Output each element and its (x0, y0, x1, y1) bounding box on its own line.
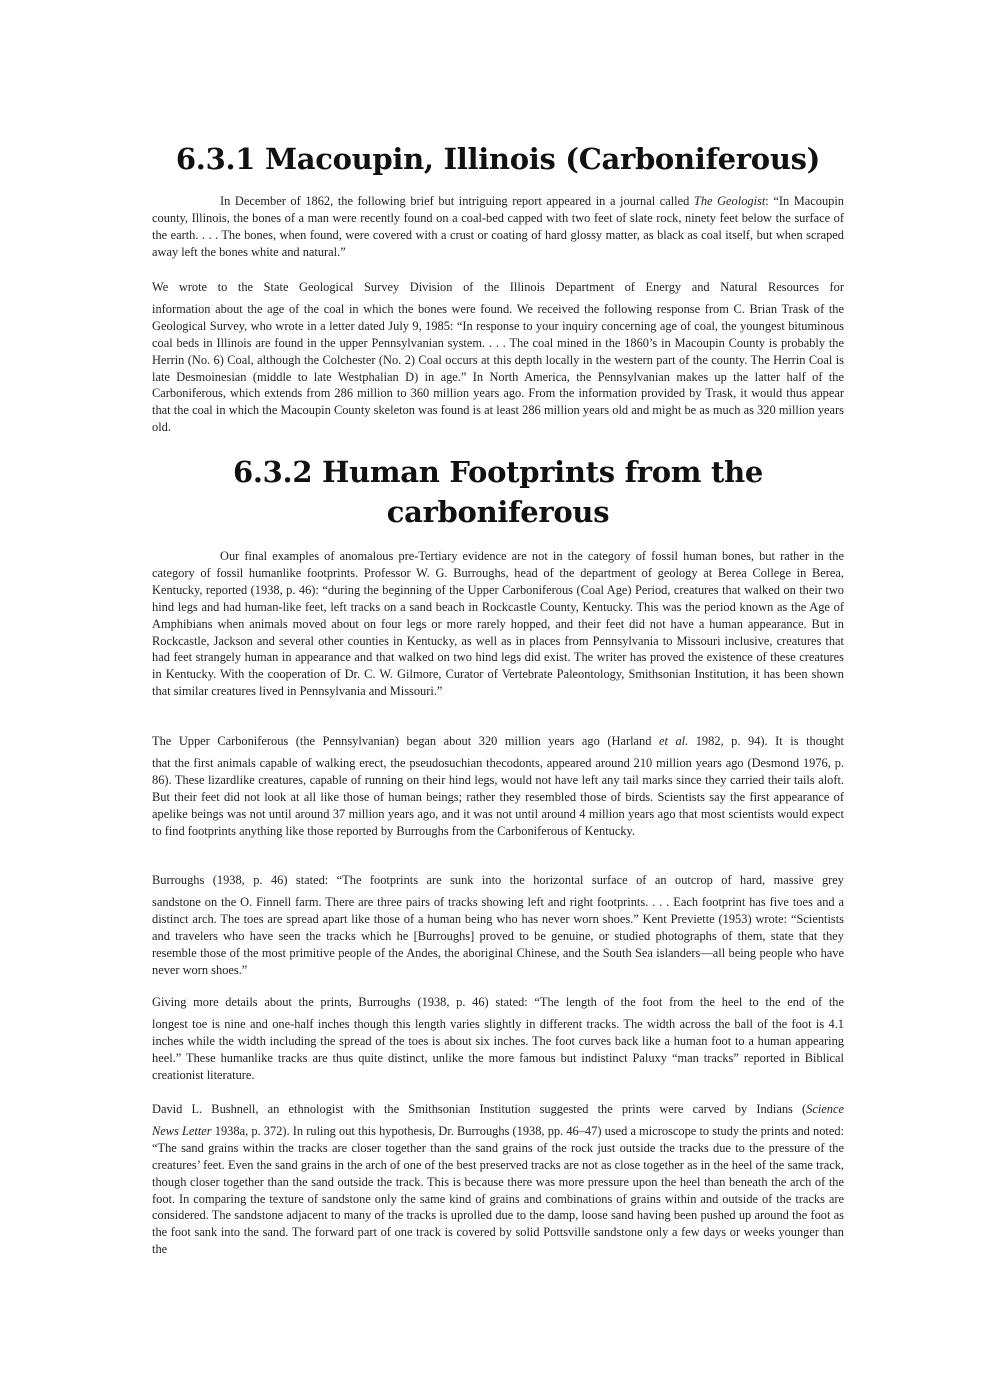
paragraph-text: sandstone on the O. Finnell farm. There are three pairs of tracks showing left and right footprints. . . . Each footprint has five toes and a distinct arch. The toes are spread apart like those of a human being who has never worn shoes.” Kent Previette (1953) wrote: “Scientists and travelers who have seen the tracks which he [Burroughs] proved to be genuine, or studied photographs of them, state that they resemble those of the most primitive people of the Andes, the aboriginal Chinese, and the South Sea islanders—all being people who have never worn shoes.” (152, 894, 844, 977)
paragraph (152, 733, 844, 839)
paragraph-text: information about the age of the coal in which the bones were found. We received the following response from C. Brian Trask of the Geological Survey, who wrote in a letter dated July 9, 1985: “In response to your inquiry concerning age of coal, the youngest bituminous coal beds in Illinois are found in the upper Pennsylvanian system. . . . The coal mined in the 1860’s in Macoupin County is probably the Herrin (No. 6) Coal, although the Colchester (No. 2) Coal occurs at this depth locally in the western part of the county. The Herrin Coal is late Desmoinesian (middle to late Westphalian D) in age.” In North America, the Pennsylvanian makes up the latter half of the Carboniferous, which extends from 286 million to 360 million years ago. From the information provided by Trask, it would thus appear that the coal in which the Macoupin County skeleton was found is at least 286 million years old and might be as much as 320 million years old. (152, 301, 844, 435)
paragraph-text: David L. Bushnell, an ethnologist with the Smithsonian Institution suggested the prints were carved by Indians ( (152, 1102, 807, 1116)
section-title-6-3-2 (152, 452, 844, 532)
paragraph (152, 279, 844, 436)
journal-title: News Letter (152, 1123, 212, 1138)
paragraph (152, 872, 844, 978)
section-title-line: carboniferous (386, 495, 610, 529)
paragraph-first-line: We wrote to the State Geological Survey Division of the Illinois Department of Energy and Natural Resources for (152, 280, 844, 294)
paragraph-text: The Upper Carboniferous (the Pennsylvanian) began about 320 million years ago (Harland (152, 734, 659, 748)
paragraph-first-line (152, 1101, 844, 1118)
paragraph-text: longest toe is nine and one-half inches though this length varies slightly in different tracks. The width across the ball of the foot is 4.1 inches while the width including the spread of the toes is about six inches. The foot curves back like a human foot to a human appearing heel.” These humanlike tracks are thus quite distinct, unlike the more famous but indistinct Paluxy “man tracks” reported in Biblical creationist literature. (152, 1016, 844, 1082)
paragraph: Our final examples of anomalous pre-Tertiary evidence are not in the category of fossil human bones, but rather in the category of fossil humanlike footprints. Professor W. G. Burroughs, head of the department of geology at Berea College in Berea, Kentucky, reported (1938, p. 46): “during the beginning of the Upper Carboniferous (Coal Age) Period, creatures that walked on their two hind legs and had human-like feet, left tracks on a sand beach in Rockcastle County, Kentucky. This was the period known as the Age of Amphibians when animals moved about on four legs or more rarely hopped, and their feet did not have a human appearance. But in Rockcastle, Jackson and several other counties in Kentucky, as well as in places from Pennsylvania to Missouri inclusive, creatures that had feet strangely human in appearance and that walked on two hind legs did exist. The writer has proved the existence of these creatures in Kentucky. With the cooperation of Dr. C. W. Gilmore, Curator of Vertebrate Paleontology, Smithsonian Institution, it has been shown that similar creatures lived in Pennsylvania and Missouri.” (152, 549, 844, 699)
paragraph-text: 1982, p. 94). It is thought (688, 734, 844, 748)
paragraph-text: that the first animals capable of walking erect, the pseudosuchian thecodonts, appeared around 210 million years ago (Desmond 1976, p. 86). These lizardlike creatures, capable of running on their hind legs, would not have left any tail marks since they carried their tails aloft. But their feet did not look at all like those of human beings; rather they resembled those of birds. Scientists say the first appearance of apelike beings was not until around 37 million years ago, and it was not until around 4 million years ago that most scientists would expect to find footprints anything like those reported by Burroughs from the Carboniferous of Kentucky. (152, 755, 844, 838)
section-title-line: 6.3.2 Human Footprints from the (232, 455, 764, 489)
paragraph (152, 1101, 844, 1258)
section-title-6-3-1: 6.3.1 Macoupin, Illinois (Carboniferous) (175, 142, 821, 176)
paragraph-text: 1938a, p. 372). In ruling out this hypothesis, Dr. Burroughs (1938, pp. 46–47) used a microscope to study the prints and noted: “The sand grains within the tracks are closer together than the sand grains of the rock just outside the tracks due to the pressure of the creatures’ feet. Even the sand grains in the arch of one of the best preserved tracks are not as close together as in the heel of the same track, though closer together than the sand outside the track. This is because there was more pressure upon the heel than beneath the arch of the foot. In comparing the texture of sandstone only the same kind of grains and combinations of grains within and outside of the tracks are considered. The sandstone adjacent to many of the tracks is uprolled due to the damp, loose sand having been pushed up around the foot as the foot sank into the sand. The forward part of one track is covered by solid Pottsville sandstone only a few days or weeks younger than the (152, 1123, 844, 1257)
paragraph (152, 193, 844, 261)
paragraph (152, 994, 844, 1084)
paragraph-first-line (152, 733, 844, 750)
citation-italic: et al. (658, 734, 689, 748)
paragraph-first-line: Burroughs (1938, p. 46) stated: “The footprints are sunk into the horizontal surface of an outcrop of hard, massive grey (152, 873, 844, 887)
paragraph-first-line: Giving more details about the prints, Burroughs (1938, p. 46) stated: “The length of the foot from the heel to the end of the (152, 995, 844, 1009)
journal-title: Science (806, 1102, 844, 1116)
paragraph-text: In December of 1862, the following brief but intriguing report appeared in a journal called (220, 194, 694, 208)
paragraph-text: : “In Macoupin county, Illinois, the bones of a man were recently found on a coal-bed capped with two feet of slate rock, ninety feet below the surface of the earth. . . . The bones, when found, were covered with a crust or coating of hard glossy matter, as black as coal itself, but when scraped away left the bones white and natural.” (152, 194, 844, 259)
journal-title: The Geologist (693, 194, 766, 208)
